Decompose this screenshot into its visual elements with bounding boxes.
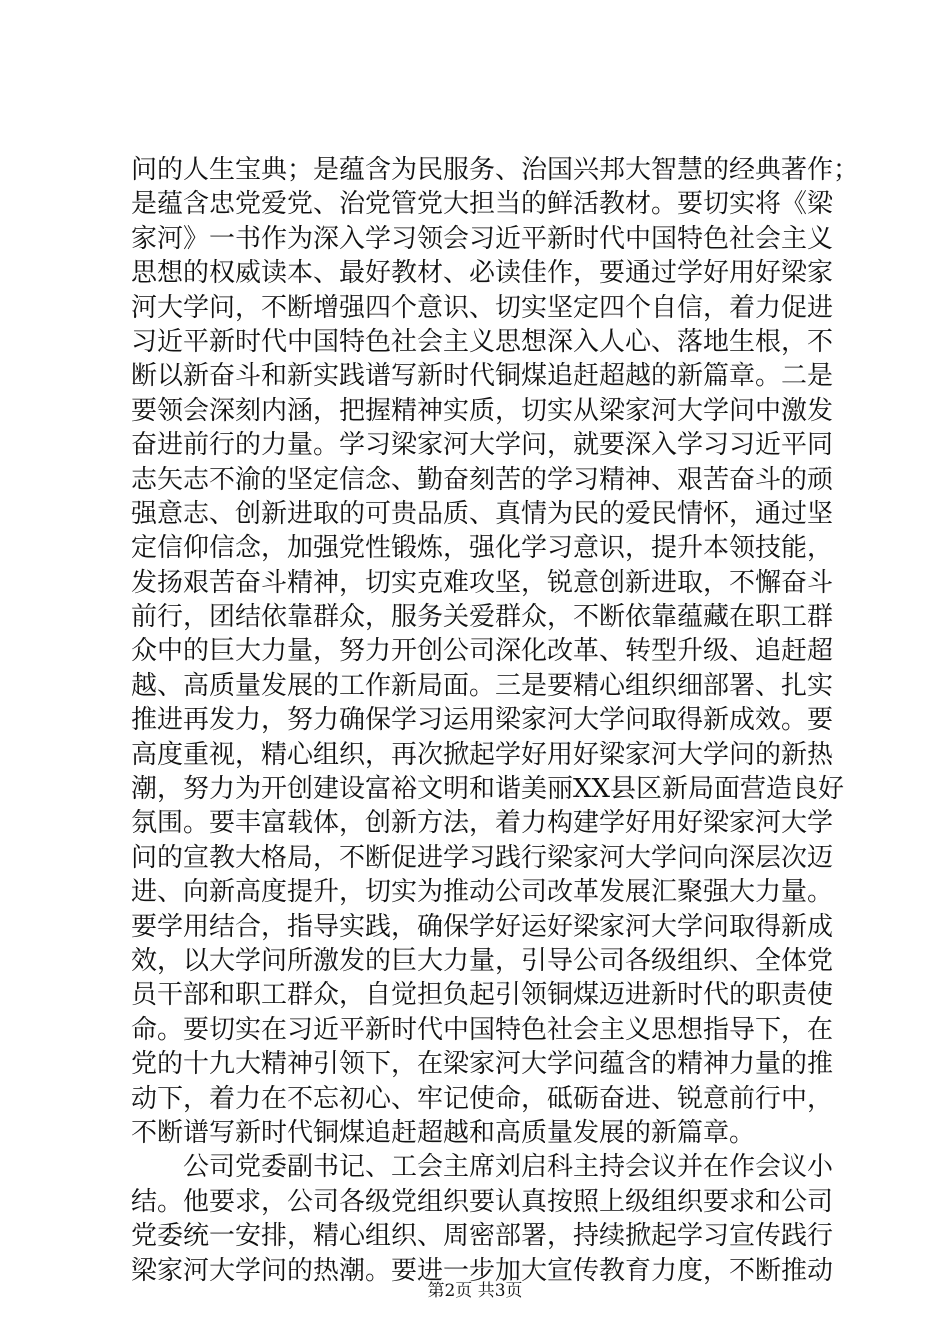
text-line: 前行，团结依靠群众，服务关爱群众，不断依靠蕴藏在职工群 [131,602,834,633]
text-line: 问的人生宝典；是蕴含为民服务、治国兴邦大智慧的经典著作； [131,155,860,185]
text-line: 志矢志不渝的坚定信念、勤奋刻苦的学习精神、艰苦奋斗的顽 [131,464,834,495]
text-line: 高度重视，精心组织，再次掀起学好用好梁家河大学问的新热 [131,739,834,770]
text-line: 党委统一安排，精心组织、周密部署，持续掀起学习宣传践行 [131,1221,834,1252]
document-body [131,153,860,1288]
text-line: 奋进前行的力量。学习梁家河大学问，就要深入学习习近平同 [131,430,834,461]
text-line: 效，以大学问所激发的巨大力量，引导公司各级组织、全体党 [131,945,834,976]
text-line: 家河》一书作为深入学习领会习近平新时代中国特色社会主义 [131,223,834,254]
text-line: 习近平新时代中国特色社会主义思想深入人心、落地生根，不 [131,326,834,357]
text-line: 推进再发力，努力确保学习运用梁家河大学问取得新成效。要 [131,705,834,736]
page-number-footer: 第2页 共3页 [427,1281,523,1301]
text-line: 是蕴含忠党爱党、治党管党大担当的鲜活教材。要切实将《梁 [131,189,834,220]
text-line: 越、高质量发展的工作新局面。三是要精心组织细部署、扎实 [131,670,834,701]
text-line: 进、向新高度提升，切实为推动公司改革发展汇聚强大力量。 [131,877,834,908]
text-line: 动下，着力在不忘初心、牢记使命，砥砺奋进、锐意前行中， [131,1083,834,1114]
text-line: 断以新奋斗和新实践谱写新时代铜煤追赶超越的新篇章。二是 [131,361,834,392]
text-line: 定信仰信念，加强党性锻炼，强化学习意识，提升本领技能， [131,533,834,564]
text-line: 问的宣教大格局，不断促进学习践行梁家河大学问向深层次迈 [131,842,834,873]
text-line: 思想的权威读本、最好教材、必读佳作，要通过学好用好梁家 [131,258,834,289]
text-line: 要学用结合，指导实践，确保学好运好梁家河大学问取得新成 [131,911,834,942]
text-line: 潮，努力为开创建设富裕文明和谐美丽XX县区新局面营造良好 [131,774,845,805]
text-line: 发扬艰苦奋斗精神，切实克难攻坚，锐意创新进取，不懈奋斗 [131,567,834,598]
text-line: 梁家河大学问的热潮。要进一步加大宣传教育力度，不断推动 [131,1255,834,1286]
text-line: 员干部和职工群众，自觉担负起引领铜煤迈进新时代的职责使 [131,980,834,1011]
paragraph-start-line: 公司党委副书记、工会主席刘启科主持会议并在作会议小 [183,1152,834,1183]
text-line: 命。要切实在习近平新时代中国特色社会主义思想指导下，在 [131,1014,834,1045]
text-line: 氛围。要丰富载体，创新方法，着力构建学好用好梁家河大学 [131,808,834,839]
text-line: 河大学问，不断增强四个意识、切实坚定四个自信，着力促进 [131,292,834,323]
paragraph-end-line: 不断谱写新时代铜煤追赶超越和高质量发展的新篇章。 [131,1117,756,1148]
text-line: 强意志、创新进取的可贵品质、真情为民的爱民情怀，通过坚 [131,498,834,529]
text-line: 要领会深刻内涵，把握精神实质，切实从梁家河大学问中激发 [131,395,834,426]
text-line: 众中的巨大力量，努力开创公司深化改革、转型升级、追赶超 [131,636,834,667]
text-line: 党的十九大精神引领下，在梁家河大学问蕴含的精神力量的推 [131,1049,834,1080]
text-line: 结。他要求，公司各级党组织要认真按照上级组织要求和公司 [131,1186,834,1217]
